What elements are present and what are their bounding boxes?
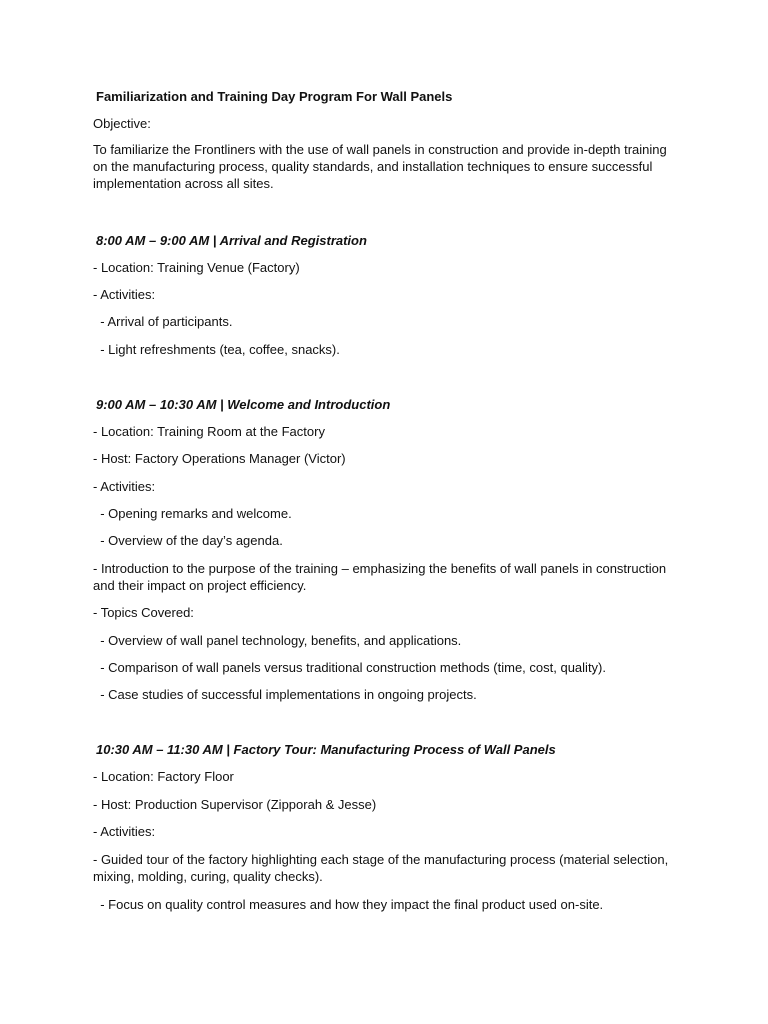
list-item: - Case studies of successful implementations in ongoing projects. bbox=[93, 687, 477, 702]
list-item: - Light refreshments (tea, coffee, snacks). bbox=[93, 342, 340, 357]
list-item: - Overview of the day’s agenda. bbox=[93, 533, 283, 548]
section-heading-factory-tour: 10:30 AM – 11:30 AM | Factory Tour: Manufacturing Process of Wall Panels bbox=[96, 742, 556, 757]
objective-text: To familiarize the Frontliners with the use of wall panels in construction and provide in-depth training on the manufacturing process, quality standards, and installation techniques to ensure successful implementation across all sites. bbox=[93, 142, 667, 191]
objective-label: Objective: bbox=[93, 116, 151, 131]
list-item: - Activities: bbox=[93, 824, 156, 839]
list-item: - Introduction to the purpose of the training – emphasizing the benefits of wall panels in construction and their impact on project efficiency. bbox=[93, 561, 667, 593]
list-item: - Activities: bbox=[93, 479, 156, 494]
document-title: Familiarization and Training Day Program For Wall Panels bbox=[96, 89, 453, 104]
section-heading-welcome: 9:00 AM – 10:30 AM | Welcome and Introduction bbox=[96, 397, 391, 412]
list-item: - Guided tour of the factory highlighting each stage of the manufacturing process (material selection, mixing, molding, curing, quality checks). bbox=[93, 852, 669, 884]
list-item: - Location: Training Venue (Factory) bbox=[93, 260, 300, 275]
list-item: - Opening remarks and welcome. bbox=[93, 506, 292, 521]
list-item: - Host: Factory Operations Manager (Victor) bbox=[93, 451, 346, 466]
list-item: - Comparison of wall panels versus traditional construction methods (time, cost, quality). bbox=[93, 660, 606, 675]
section-heading-arrival: 8:00 AM – 9:00 AM | Arrival and Registration bbox=[96, 233, 367, 248]
list-item: - Topics Covered: bbox=[93, 605, 194, 620]
list-item: - Arrival of participants. bbox=[93, 314, 233, 329]
list-item: - Activities: bbox=[93, 287, 156, 302]
list-item: - Focus on quality control measures and how they impact the final product used on-site. bbox=[93, 897, 604, 912]
list-item: - Location: Training Room at the Factory bbox=[93, 424, 325, 439]
list-item: - Location: Factory Floor bbox=[93, 769, 234, 784]
list-item: - Host: Production Supervisor (Zipporah & Jesse) bbox=[93, 797, 377, 812]
list-item: - Overview of wall panel technology, benefits, and applications. bbox=[93, 633, 462, 648]
